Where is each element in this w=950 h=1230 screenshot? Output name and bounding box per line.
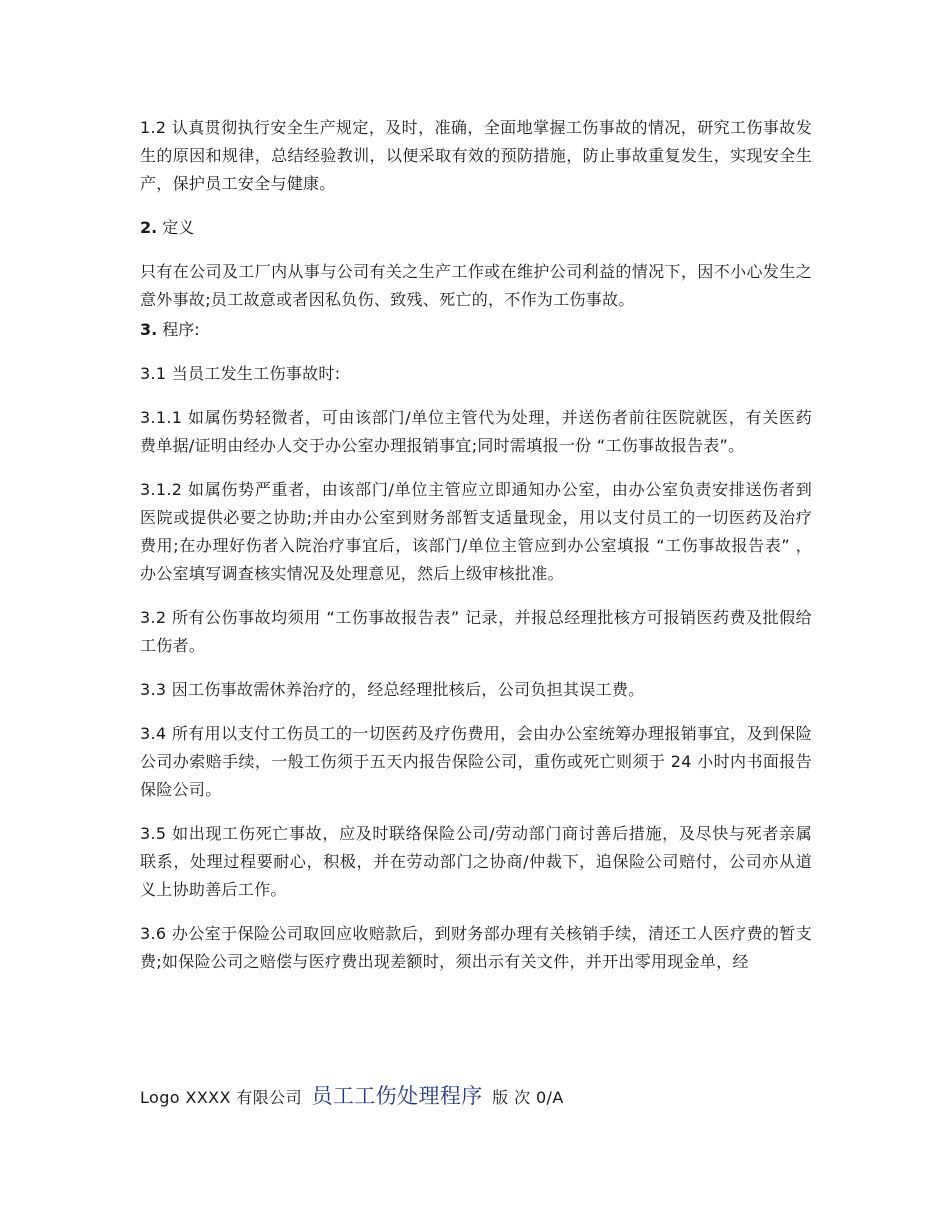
- clause-3-4: 3.4 所有用以支付工伤员工的一切医药及疗伤费用，会由办公室统筹办理报销事宜，及到保险公司办索赔手续，一般工伤须于五天内报告保险公司，重伤或死亡则须于 24 小时内书面报告保险公司。: [140, 724, 812, 799]
- section-3-number: 3.: [140, 320, 158, 339]
- section-2-heading: [140, 214, 812, 242]
- document-body: [140, 114, 812, 992]
- clause-3-1-2: 3.1.2 如属伤势严重者，由该部门/单位主管应立即通知办公室，由办公室负责安排送伤者到医院或提供必要之协助;并由办公室到财务部暂支适量现金，用以支付员工的一切医药及治疗费用;在办理好伤者入院治疗事宜后，该部门/单位主管应到办公室填报 “工伤事故报告表” ，办公室填写调查核实情况及处理意见，然后上级审核批准。: [140, 480, 812, 583]
- definition-paragraph: 只有在公司及工厂内从事与公司有关之生产工作或在维护公司利益的情况下，因不小心发生之意外事故;员工故意或者因私负伤、致残、死亡的，不作为工伤事故。: [140, 262, 812, 309]
- footer-version: 版 次 0/A: [492, 1088, 564, 1107]
- section-2-title: 定义: [157, 218, 195, 237]
- clause-3-5: 3.5 如出现工伤死亡事故，应及时联络保险公司/劳动部门商讨善后措施，及尽快与死者亲属联系，处理过程要耐心，积极，并在劳动部门之协商/仲裁下，追保险公司赔付，公司亦从道义上协助善后工作。: [140, 824, 812, 899]
- footer-doc-title: 员工工伤处理程序: [311, 1084, 483, 1108]
- section-3-title: 程序:: [157, 320, 200, 339]
- clause-3-1: 3.1 当员工发生工伤事故时:: [140, 364, 341, 383]
- clause-3-2: 3.2 所有公伤事故均须用 “工伤事故报告表” 记录，并报总经理批核方可报销医药费及批假给工伤者。: [140, 608, 812, 655]
- page-footer: [140, 1080, 840, 1114]
- section-3-heading: [140, 316, 812, 344]
- clause-3-6: 3.6 办公室于保险公司取回应收赔款后，到财务部办理有关核销手续，清还工人医疗费的暂支费;如保险公司之赔偿与医疗费出现差额时，须出示有关文件，并开出零用现金单，经: [140, 924, 812, 971]
- clause-3-1-1: 3.1.1 如属伤势轻微者，可由该部门/单位主管代为处理，并送伤者前往医院就医，有关医药费单据/证明由经办人交于办公室办理报销事宜;同时需填报一份 “工伤事故报告表”。: [140, 408, 812, 455]
- section-2-number: 2.: [140, 218, 158, 237]
- footer-company: Logo XXXX 有限公司: [140, 1088, 302, 1107]
- clause-3-3: 3.3 因工伤事故需休养治疗的，经总经理批核后，公司负担其误工费。: [140, 680, 645, 699]
- clause-1-2: 1.2 认真贯彻执行安全生产规定，及时，准确，全面地掌握工伤事故的情况，研究工伤事故发生的原因和规律，总结经验教训，以便采取有效的预防措施，防止事故重复发生，实现安全生产，保护员工安全与健康。: [140, 118, 812, 193]
